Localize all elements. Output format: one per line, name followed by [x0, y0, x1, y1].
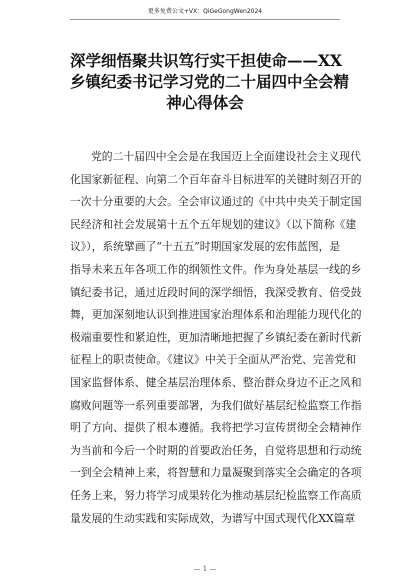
- body-line: 任务上来，努力将学习成果转化为推动基层纪检监察工作高质: [70, 488, 362, 502]
- body-line: 腐败问题等一系列重要部署，为我们做好基层纪检监察工作指: [70, 398, 362, 412]
- document-title: [70, 50, 350, 113]
- body-line: 镇纪委书记，通过近段时间的深学细悟，我深受教育、倍受鼓: [70, 285, 362, 299]
- title-line: 神心得体会: [166, 93, 244, 112]
- body-line: 量发展的生动实践和实际成效，为谱写中国式现代化XX篇章: [70, 511, 356, 525]
- body-line: 一次十分重要的大会。全会审议通过的《中共中央关于制定国: [70, 195, 362, 209]
- header-note: 更多免费公文+VX：QiGeGongWen2024: [147, 8, 263, 15]
- body-line: 议》），系统擘画了“十五五”时期国家发展的宏伟蓝图，是: [70, 240, 341, 254]
- page-number: — 1 —: [193, 565, 217, 573]
- body-line: 征程上的职责使命。《建议》中关于全面从严治党、完善党和: [70, 353, 357, 367]
- header-divider: [70, 19, 340, 20]
- body-paragraph: [70, 146, 362, 530]
- body-line: 民经济和社会发展第十五个五年规划的建议》（以下简称《建: [70, 217, 357, 231]
- body-line: 一到全会精神上来，将智慧和力量凝聚到落实全会确定的各项: [70, 466, 362, 480]
- body-line: 极端重要性和紧迫性，更加清晰地把握了乡镇纪委在新时代新: [70, 330, 362, 344]
- body-line: 为当前和今后一个时期的首要政治任务，自觉将思想和行动统: [70, 443, 362, 457]
- body-line: 指导未来五年各项工作的纲领性文件。作为身处基层一线的乡: [70, 262, 362, 276]
- body-line: 明了方向、提供了根本遵循。我将把学习宣传贯彻全会精神作: [70, 421, 362, 435]
- body-line: 国家监督体系、健全基层治理体系、整治群众身边不正之风和: [70, 375, 362, 389]
- title-line: 深学细悟聚共识笃行实干担使命——XX: [70, 51, 343, 70]
- title-line: 乡镇纪委书记学习党的二十届四中全会精: [70, 72, 350, 91]
- body-line: 化国家新征程、向第二个百年奋斗目标进军的关键时刻召开的: [70, 172, 362, 186]
- body-line: 党的二十届四中全会是在我国迈上全面建设社会主义现代: [91, 150, 361, 163]
- body-line: 舞，更加深刻地认识到推进国家治理体系和治理能力现代化的: [70, 308, 362, 322]
